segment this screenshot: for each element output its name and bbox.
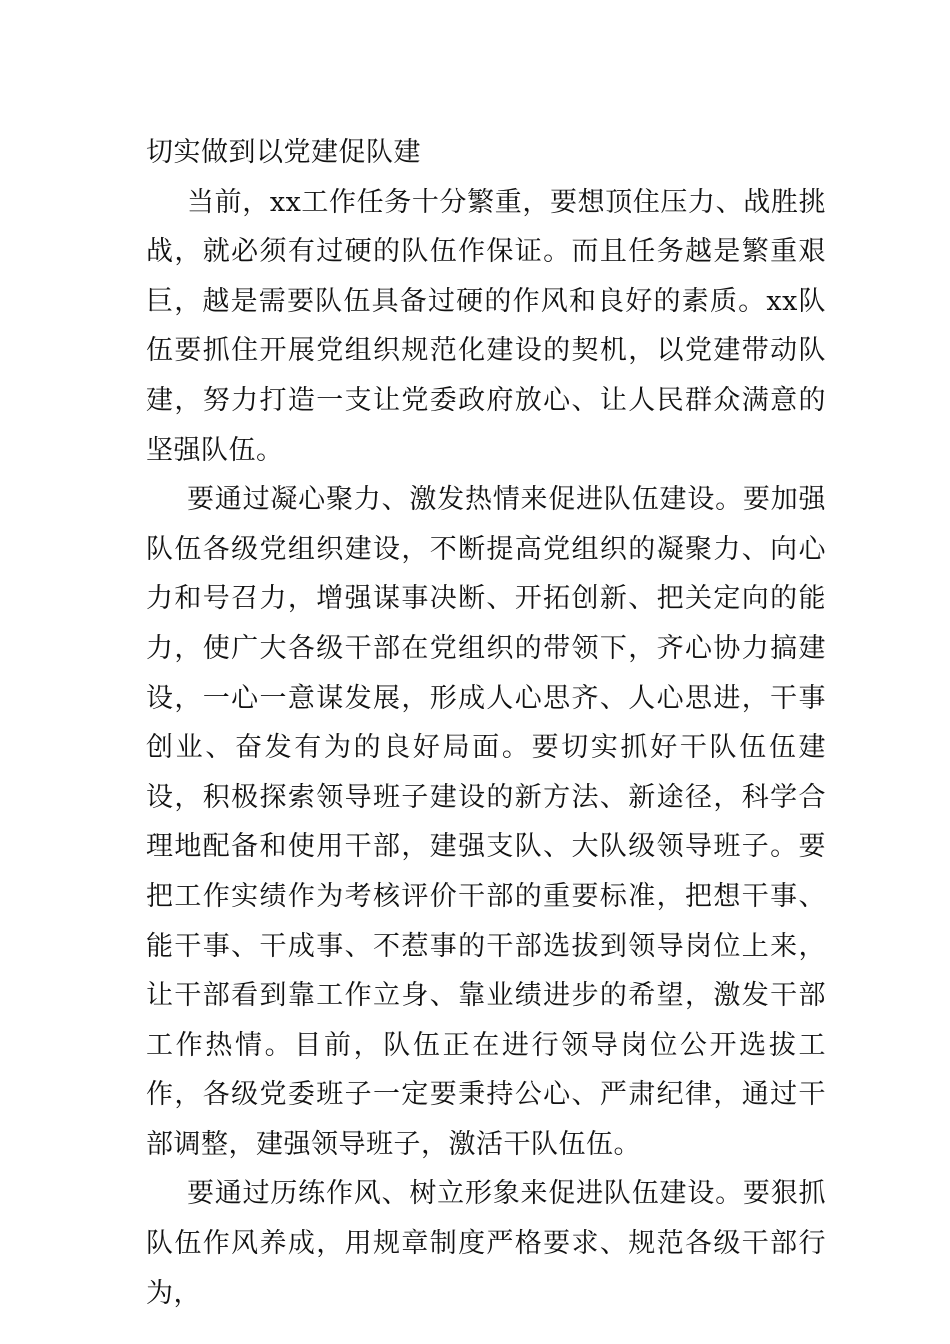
paragraph-2: 要通过凝心聚力、激发热情来促进队伍建设。要加强队伍各级党组织建设，不断提高党组织的凝聚力、向心力和号召力，增强谋事决断、开拓创新、把关定向的能力，使广大各级干部在党组织的带领下，齐心协力搞建设，一心一意谋发展，形成人心思齐、人心思进，干事创业、奋发有为的良好局面。要切实抓好干队伍伍建设，积极探索领导班子建设的新方法、新途径，科学合理地配备和使用干部，建强支队、大队级领导班子。要把工作实绩作为考核评价干部的重要标准，把想干事、能干事、干成事、不惹事的干部选拔到领导岗位上来，让干部看到靠工作立身、靠业绩进步的希望，激发干部工作热情。目前，队伍正在进行领导岗位公开选拔工作，各级党委班子一定要秉持公心、严肃纪律，通过干部调整，建强领导班子，激活干队伍伍。 <box>146 484 826 1160</box>
section-heading: 切实做到以党建促队建 <box>146 137 421 168</box>
paragraph-1: 当前，xx工作任务十分繁重，要想顶住压力、战胜挑战，就必须有过硬的队伍作保证。而且任务越是繁重艰巨，越是需要队伍具备过硬的作风和良好的素质。xx队伍要抓住开展党组织规范化建设的契机，以党建带动队建，努力打造一支让党委政府放心、让人民群众满意的坚强队伍。 <box>146 186 826 466</box>
paragraph-3: 要通过历练作风、树立形象来促进队伍建设。要狠抓队伍作风养成，用规章制度严格要求、规范各级干部行为， <box>146 1178 826 1309</box>
document-body <box>146 128 826 1318</box>
